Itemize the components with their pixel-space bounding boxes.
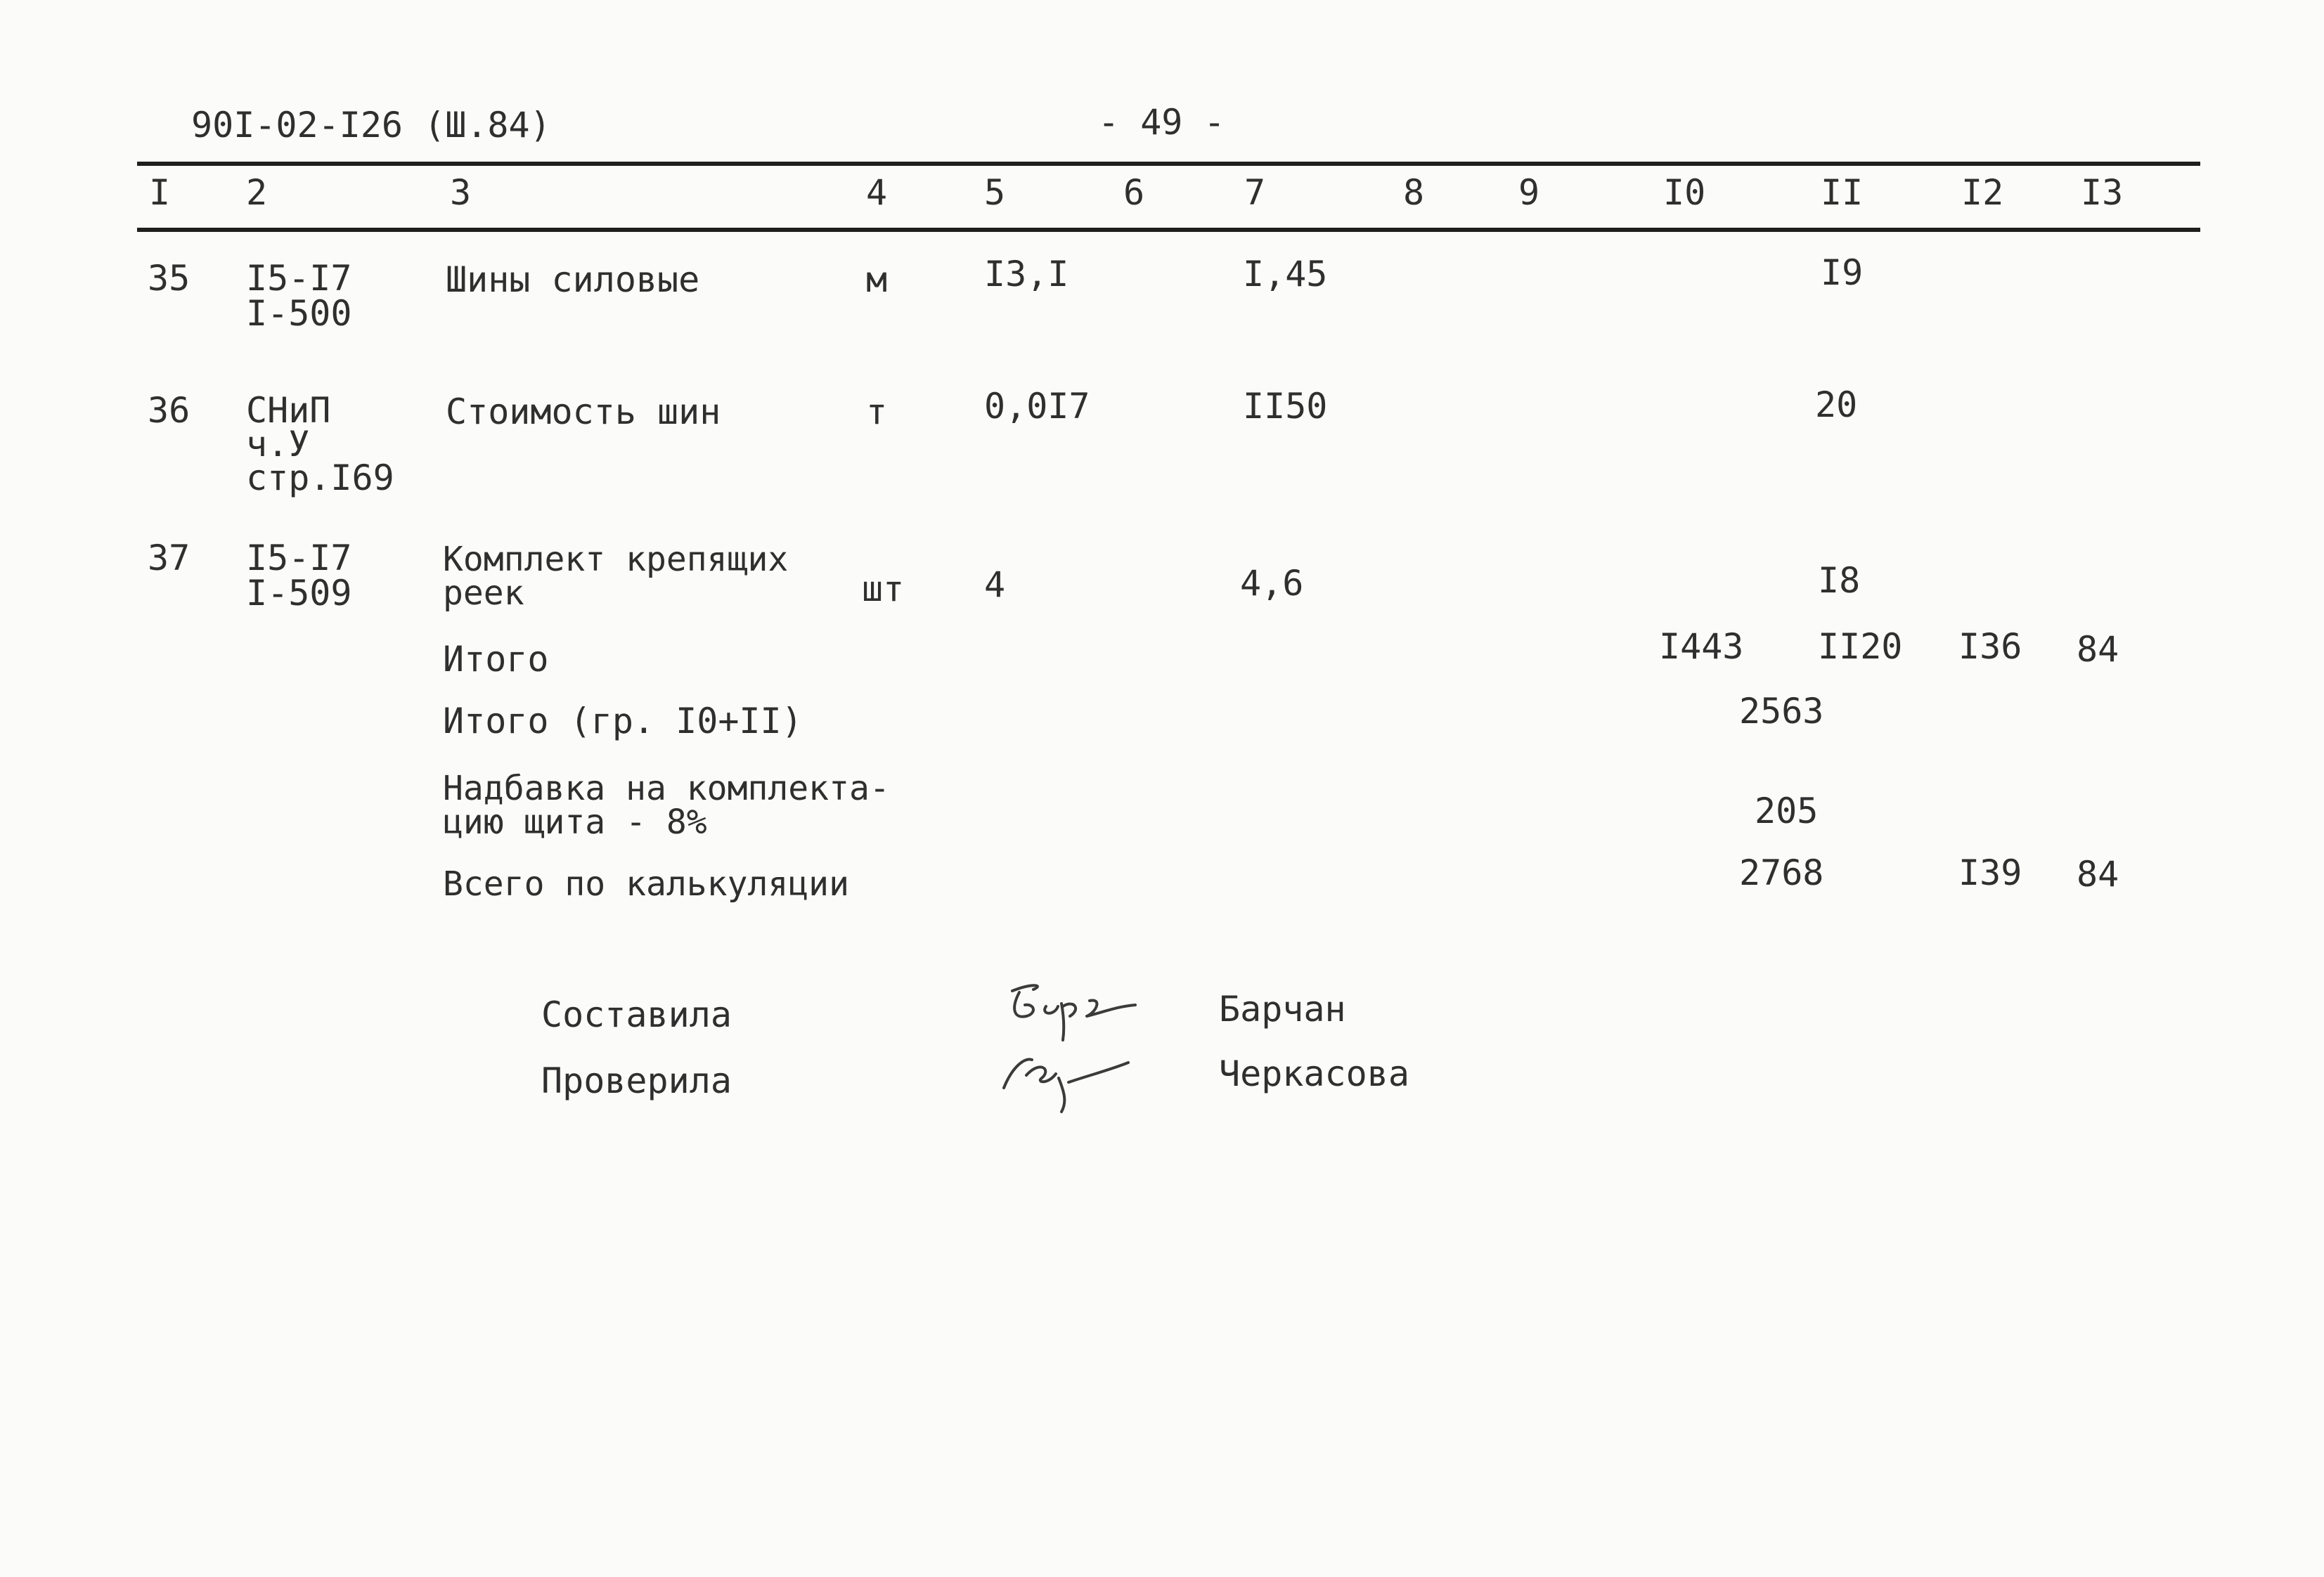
row-number: 35 [148,258,191,299]
itogo-sum-value: 2563 [1739,691,1824,732]
itogo-sum-label: Итого (гр. I0+II) [443,701,803,741]
row-name: Комплект крепящих [443,540,789,579]
handwritten-signature [991,970,1153,1047]
grand-total-col13: 84 [2077,854,2119,895]
column-number: II [1821,172,1864,213]
column-number: 5 [984,172,1006,213]
markup-value: 205 [1755,791,1819,831]
compiled-by-name: Барчан [1219,989,1346,1030]
row-number: 37 [148,538,191,578]
row-code: ч.У [246,424,310,465]
row-name: Шины силовые [446,259,700,300]
itogo-col11: II20 [1818,626,1903,667]
row-number: 36 [148,390,191,431]
itogo-col13: 84 [2077,629,2119,670]
column-number: 4 [866,172,888,213]
column-number: 7 [1244,172,1266,213]
column-number: I0 [1663,172,1706,213]
row-name: реек [443,573,524,613]
row-name: Стоимость шин [446,391,721,432]
column-number: 8 [1403,172,1425,213]
row-unit: шт [862,569,905,609]
column-number: I [149,172,171,213]
itogo-col10: I443 [1659,626,1744,667]
row-code: СНиП [246,390,331,431]
markup-label: цию щита - 8% [443,803,707,842]
checked-by-label: Проверила [541,1060,732,1101]
column-number: I2 [1961,172,2004,213]
row-col11: I9 [1821,252,1864,293]
grand-total-col12: I39 [1958,852,2022,893]
column-number: 3 [450,172,472,213]
row-col11: I8 [1818,560,1861,601]
column-number: 9 [1518,172,1540,213]
row-code: I-509 [246,573,352,614]
compiled-by-label: Составила [541,994,732,1035]
row-quantity: I3,I [984,254,1069,294]
row-col11: 20 [1815,384,1858,425]
row-price: II50 [1243,386,1328,427]
markup-label: Надбавка на комплекта- [443,769,890,808]
row-quantity: 0,0I7 [984,386,1090,427]
row-code: I-500 [246,293,352,334]
row-code: стр.I69 [246,457,394,498]
header-rule [137,228,2200,232]
itogo-col12: I36 [1958,626,2022,667]
checked-by-name: Черкасова [1219,1053,1409,1094]
handwritten-signature [991,1039,1153,1116]
grand-total-label: Всего по калькуляции [443,864,849,904]
grand-total-value: 2768 [1739,852,1824,893]
row-unit: м [866,259,888,300]
row-price: I,45 [1243,254,1328,294]
row-code: I5-I7 [246,538,352,578]
page-number: - 49 - [1098,102,1225,143]
row-code: I5-I7 [246,258,352,299]
row-unit: т [866,391,888,432]
row-quantity: 4 [984,564,1006,605]
document-code: 90I-02-I26 (Ш.84) [191,105,551,145]
column-number: I3 [2081,172,2124,213]
column-number: 2 [246,172,268,213]
top-rule [137,162,2200,166]
column-number: 6 [1123,172,1145,213]
itogo-label: Итого [443,639,549,680]
row-price: 4,6 [1240,563,1304,604]
